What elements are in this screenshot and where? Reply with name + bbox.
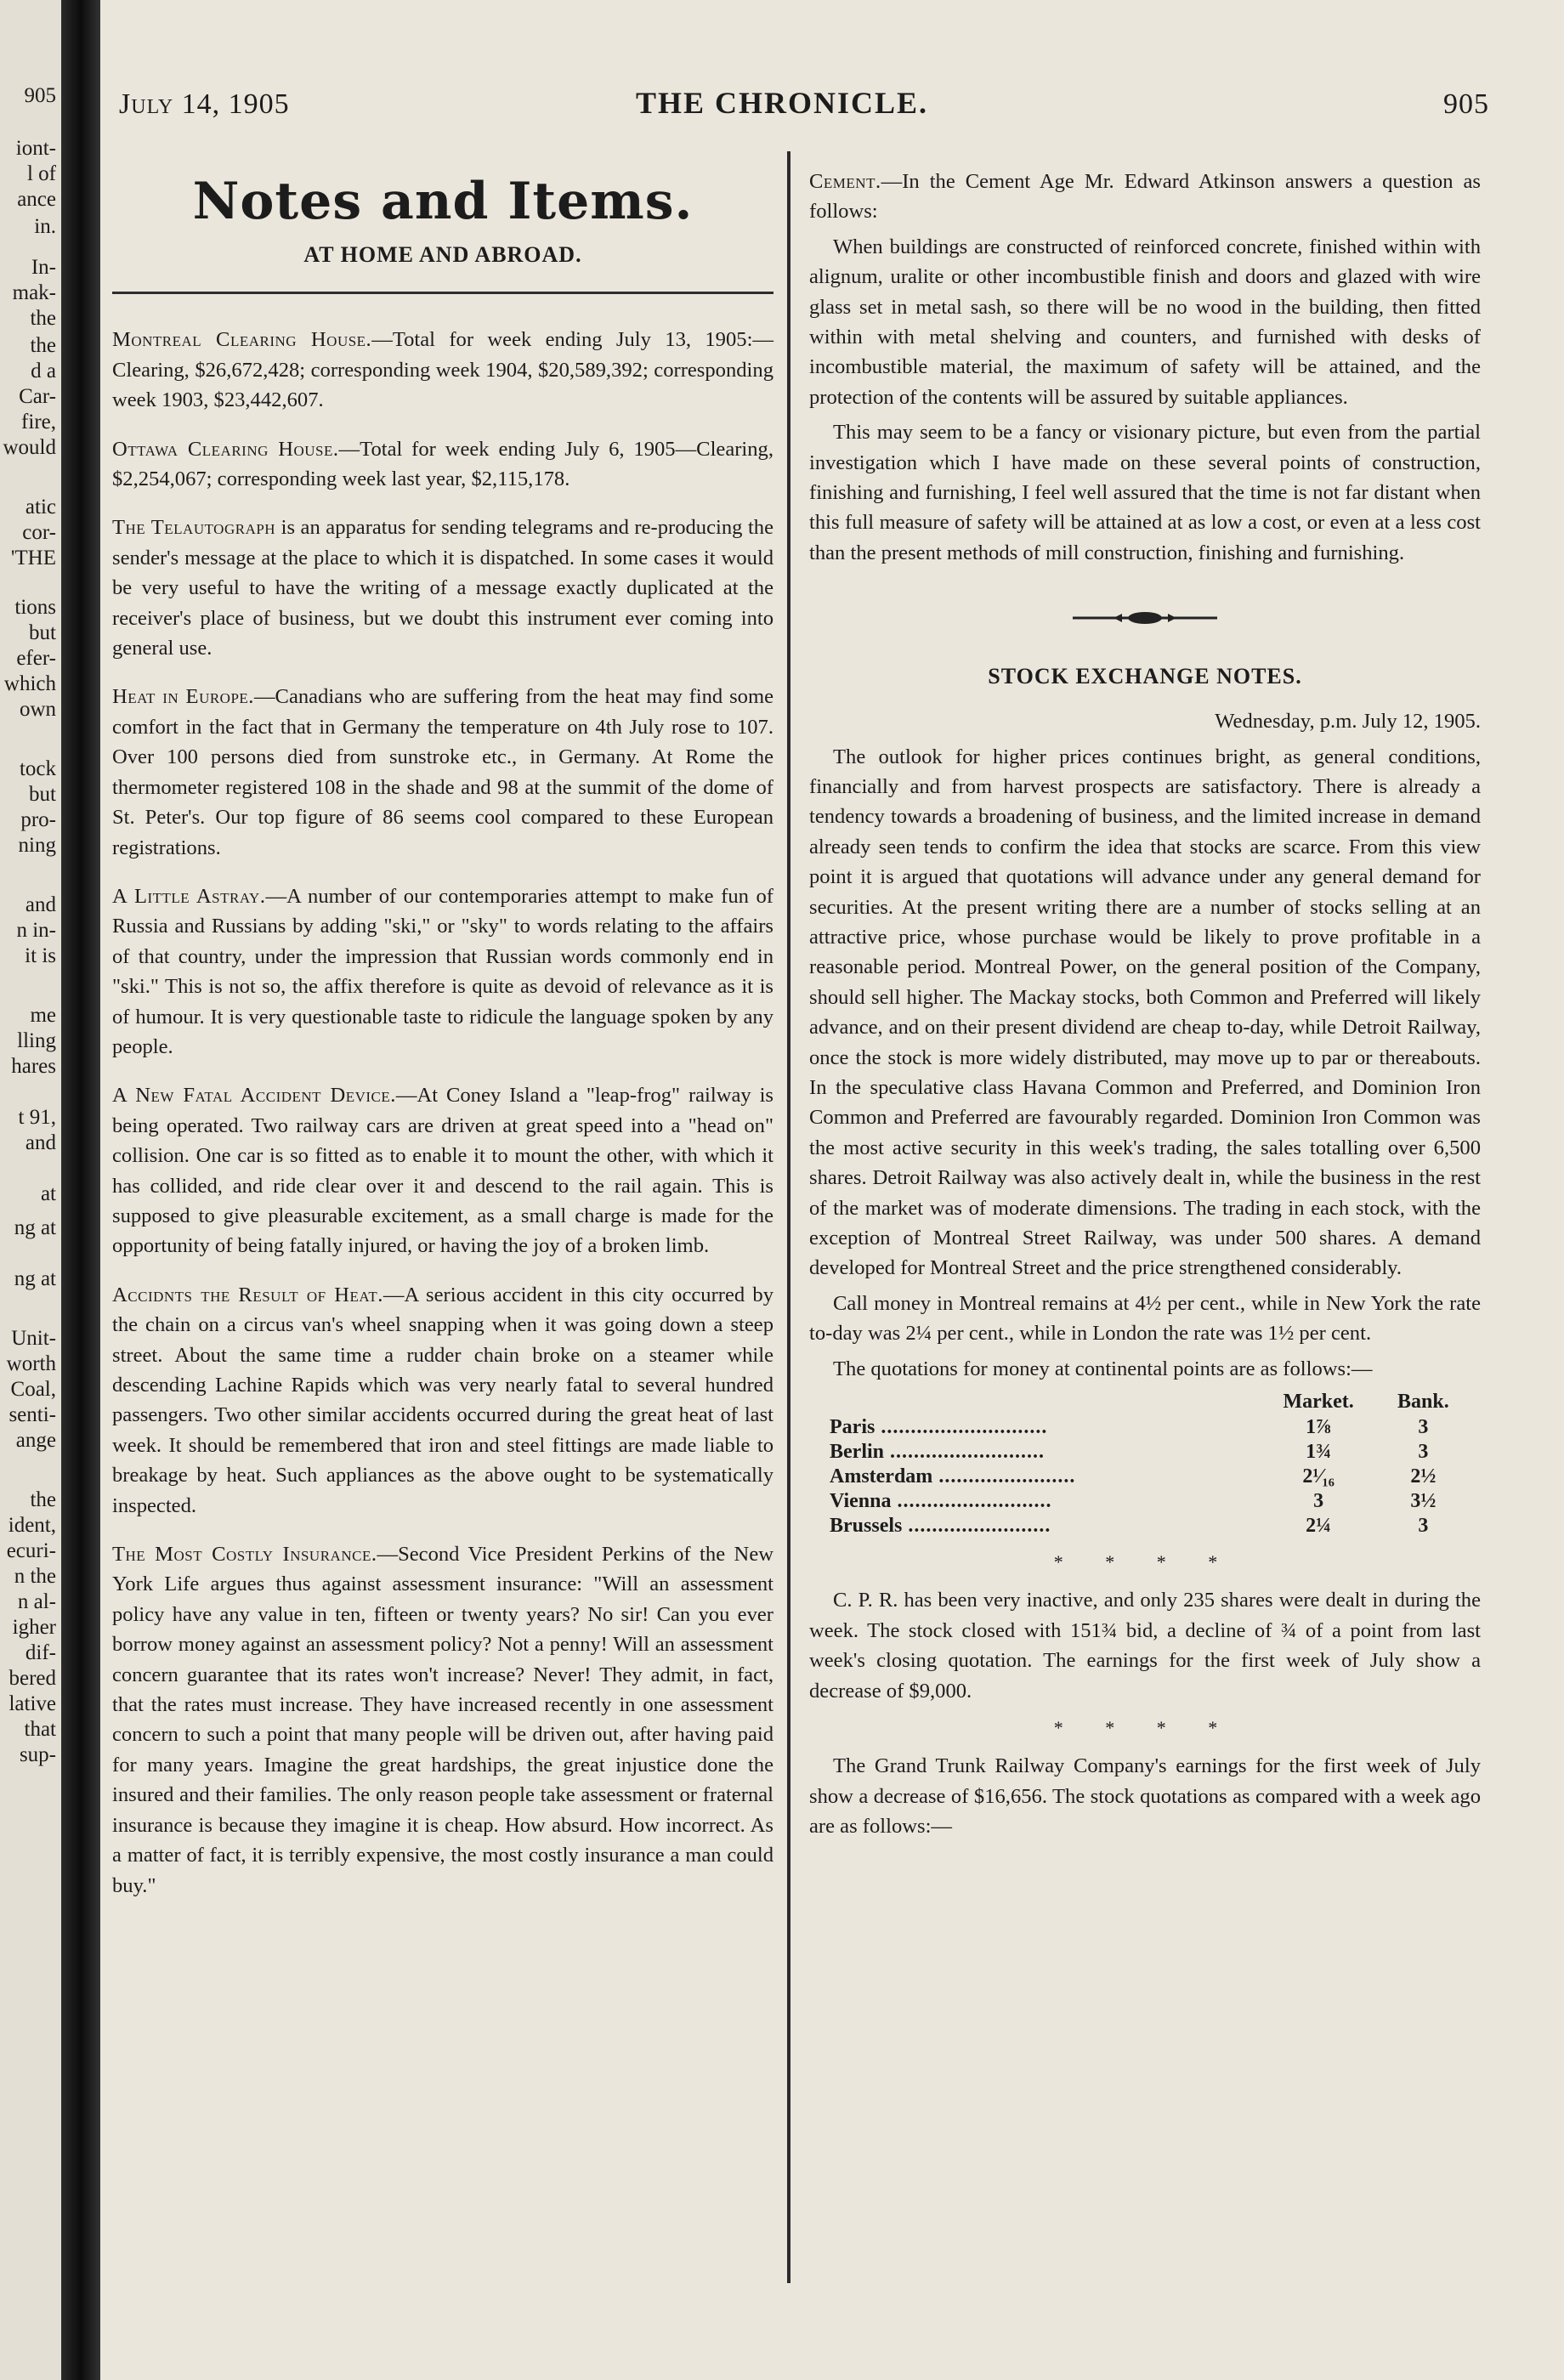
previous-page-text-fragment: would (3, 436, 56, 459)
previous-page-text-fragment: Coal, (10, 1378, 56, 1401)
note-lead: The Most Costly Insurance. (112, 1543, 377, 1567)
book-spine (61, 0, 100, 2380)
note-body: —Canadians who are suffering from the heat may find some comfort in the fact that in Germany the temperature on 4th July rose to 107. Over 100 persons died from sunstroke etc., in Germany. At Rome the thermometer registered 108 in the shade and 98 at the summit of the dome of St. Peter's. Our top figure of 86 seems cool compared to these European registrations. (112, 685, 774, 859)
leader-dots: .......................... (884, 1441, 1045, 1464)
ornament-divider (809, 605, 1481, 635)
previous-page-text-fragment: efer- (16, 647, 56, 670)
note-item (112, 1080, 774, 1261)
note-item (112, 682, 774, 862)
masthead: THE CHRONICLE. (635, 86, 929, 120)
previous-page-text-fragment: bered (8, 1667, 56, 1690)
cement-lead: Cement. (809, 170, 881, 193)
rate-city-name: Brussels (830, 1515, 903, 1538)
money-rates-table (830, 1389, 1476, 1538)
previous-page-text-fragment: ance (17, 188, 56, 211)
previous-page-text-fragment: ident, (8, 1514, 56, 1537)
rate-city-name: Amsterdam (830, 1465, 933, 1488)
column-divider (787, 151, 790, 2283)
rate-market: 3 (1313, 1490, 1324, 1513)
previous-page-text-fragment: the (30, 1488, 56, 1511)
previous-page-text-fragment: n al- (17, 1590, 56, 1613)
note-body: —Total for week ending July 13, 1905:—Clearing, $26,672,428; corresponding week 1904, $20,589,392; corresponding week 1903, $23,442,607. (112, 328, 774, 412)
note-body: —Second Vice President Perkins of the New York Life argues thus against assessment insurance: "Will an assessment policy have any value in ten, fifteen or twenty years? No sir! Can you ever borrow money against an assessment policy? Not a penny! Will an assessment concern guarantee that its rates won't increase? Never! They admit, in fact, that the rates must increase. They have increased recently in one assessment concern to such a point that many people will be driven out, after having paid for many years. Imagine the great hardships, the great injustice done the insured and their families. The only reason people take assessment or fraternal insurance is because they imagine it is cheap. How absurd. How incorrect. As a matter of fact, it is terribly expensive, the most costly insurance a man could buy." (112, 1543, 774, 1897)
previous-page-text-fragment: t 91, (18, 1106, 56, 1129)
previous-page-text-fragment: l of (26, 162, 56, 185)
previous-page-text-fragment: which (3, 672, 56, 695)
previous-page-text-fragment: Unit- (11, 1327, 56, 1350)
leader-dots: ............................ (875, 1416, 1048, 1439)
note-body: —A number of our contemporaries attempt to make fun of Russia and Russians by adding "ski," or "sky" to words relating to the affairs of that country, under the impression that Russian words commonly end in "ski." This is not so, the affix therefore is quite as devoid of relevance as it is of humour. It is very questionable taste to ridicule the language spoken by any people. (112, 884, 774, 1058)
previous-page-text-fragment: lling (17, 1029, 56, 1052)
rate-bank: 2½ (1410, 1465, 1436, 1488)
previous-page-text-fragment: ng at (14, 1216, 56, 1239)
right-column (809, 167, 1481, 1847)
page-number: 905 (1443, 88, 1489, 120)
previous-page-text-fragment: In- (31, 256, 56, 279)
note-item (112, 434, 774, 495)
stock-dateline: Wednesday, p.m. July 12, 1905. (1215, 710, 1481, 734)
stock-paragraph-2: Call money in Montreal remains at 4½ per cent., while in New York the rate to-day was 2¼ per cent., while in London the rate was 1½ per cent. (809, 1291, 1481, 1346)
previous-page-text-fragment: me (30, 1004, 56, 1027)
note-item (112, 325, 774, 415)
rate-bank: 3 (1418, 1416, 1429, 1439)
previous-page-text-fragment: ning (18, 834, 56, 857)
rate-city (830, 1440, 1266, 1465)
stock-exchange-title: STOCK EXCHANGE NOTES. (988, 663, 1302, 688)
rate-row (830, 1465, 1476, 1489)
issue-date: July 14, 1905 (119, 88, 290, 120)
rate-row (830, 1415, 1476, 1440)
note-body: —Total for week ending July 6, 1905—Clearing, $2,254,067; corresponding week last year, $2,115,178. (112, 437, 774, 491)
previous-page-text-fragment: 905 (24, 84, 56, 107)
rate-bank: 3½ (1410, 1490, 1436, 1513)
cement-paragraph-2: This may seem to be a fancy or visionary picture, but even from the partial investigation which I have made on these several points of construction, finishing and furnishing, I feel well assured that the time is not far distant when this full measure of safety will be attained at as low a cost, or even at a less cost than the present methods of mill construction, finishing and furnishing. (809, 421, 1481, 564)
previous-page-text-fragment: fire, (21, 411, 56, 434)
rate-market: 1¾ (1306, 1441, 1332, 1464)
note-lead: Montreal Clearing House. (112, 328, 372, 352)
previous-page-text-fragment: sup- (19, 1743, 56, 1766)
previous-page-text-fragment: 'THE (10, 547, 56, 570)
previous-page-text-fragment: igher (12, 1616, 56, 1639)
previous-page-text-fragment: that (24, 1718, 56, 1741)
previous-page-text-fragment: worth (6, 1352, 56, 1375)
leader-dots: .......................... (891, 1490, 1052, 1513)
previous-page-text-fragment: senti- (8, 1403, 56, 1426)
previous-page-text-fragment: but (29, 783, 56, 806)
previous-page-text-fragment: iont- (15, 137, 56, 160)
cpr-paragraph: C. P. R. has been very inactive, and only 235 shares were dealt in during the week. The stock closed with 151¾ bid, a decline of ¾ of a point from last week's closing quotation. The earnings for the first week of July show a decrease of $9,000. (809, 1589, 1481, 1703)
cement-intro-paragraph: Cement.—In the Cement Age Mr. Edward Atkinson answers a question as follows: (809, 170, 1481, 224)
previous-page-text-fragment: ng at (14, 1267, 56, 1290)
cement-paragraph-1: When buildings are constructed of reinforced concrete, finished within with alignum, uralite or other incombustible finish and doors and glazed with wire glass set in metal sash, so there will be no wood in the building, then fitted within with metal shelving and counters, and furnished with desks of incombustible material, the maximum of safety will be attained, and the protection of the contents will be assured by suitable appliances. (809, 235, 1481, 409)
previous-page-text-fragment: ange (15, 1429, 56, 1452)
previous-page-text-fragment: at (40, 1182, 56, 1205)
note-lead: A New Fatal Accident Device. (112, 1084, 396, 1108)
previous-page-text-fragment: atic (25, 496, 56, 518)
previous-page-edge (0, 0, 61, 2380)
leader-dots: ....................... (932, 1465, 1076, 1488)
previous-page-text-fragment: ecuri- (6, 1539, 56, 1562)
rate-city (830, 1489, 1266, 1514)
previous-page-text-fragment: pro- (20, 808, 56, 831)
previous-page-text-fragment: and (25, 1131, 56, 1154)
ornament-divider-icon (1073, 609, 1217, 626)
market-column-header: Market. (1283, 1391, 1354, 1414)
previous-page-text-fragment: lative (8, 1692, 56, 1715)
previous-page-text-fragment: mak- (12, 281, 56, 304)
notes-list (112, 325, 774, 1901)
previous-page-text-fragment: d a (31, 360, 56, 382)
note-item (112, 881, 774, 1062)
rate-row (830, 1489, 1476, 1514)
rate-row (830, 1440, 1476, 1465)
previous-page-text-fragment: tock (19, 757, 56, 780)
rate-city (830, 1415, 1266, 1440)
note-lead: Ottawa Clearing House. (112, 437, 339, 461)
section-stars: * * * * (1053, 1551, 1237, 1573)
leader-dots: ........................ (902, 1515, 1051, 1538)
rate-market: 2¼ (1306, 1515, 1332, 1538)
note-item (112, 1280, 774, 1521)
rate-bank: 3 (1418, 1441, 1429, 1464)
section-heading: Notes and Items. (192, 172, 694, 231)
previous-page-text-fragment: n the (14, 1565, 56, 1588)
previous-page-text-fragment: tions (14, 596, 56, 619)
left-column (112, 160, 774, 1919)
bank-column-header: Bank. (1397, 1391, 1449, 1414)
rate-market: 2¹⁄₁₆ (1302, 1465, 1334, 1488)
previous-page-text-fragment: own (19, 698, 56, 721)
rate-bank: 3 (1418, 1515, 1429, 1538)
note-lead: Accidnts the Result of Heat. (112, 1283, 383, 1306)
rate-city-name: Vienna (830, 1490, 892, 1513)
rate-city-name: Berlin (830, 1441, 884, 1464)
note-lead: The Telautograph (112, 516, 276, 540)
previous-page-text-fragment: but (29, 621, 56, 644)
previous-page-text-fragment: n in- (16, 919, 56, 942)
previous-page-text-fragment: dif- (25, 1641, 56, 1664)
previous-page-text-fragment: the (30, 307, 56, 330)
note-body: is an apparatus for sending telegrams and re-producing the sender's message at the place to which it is dispatched. In some cases it would be very useful to have the writing of a message exactly duplicated at the receiver's place of business, but we doubt this instrument ever coming into general use. (112, 516, 774, 660)
rate-city (830, 1514, 1266, 1538)
grand-trunk-paragraph: The Grand Trunk Railway Company's earnings for the first week of July show a decrease of $16,656. The stock quotations as compared with a week ago are as follows:— (809, 1754, 1481, 1839)
stock-paragraph-3: The quotations for money at continental points are as follows:— (833, 1357, 1373, 1380)
rate-market: 1⅞ (1306, 1416, 1332, 1439)
note-body: —A serious accident in this city occurred by the chain on a circus van's wheel snapping when it was going down a steep street. About the same time a rudder chain broke on a steamer while descending Lachine Rapids which was very nearly fatal to several hundred passengers. Two other similar accidents occurred during the great heat of last week. It should be remembered that iron and steel fittings are made liable to breakage by heat. Such appliances as the above ought to be systematically inspected. (112, 1283, 774, 1517)
note-item (112, 1539, 774, 1901)
note-item (112, 513, 774, 663)
previous-page-text-fragment: cor- (22, 521, 56, 544)
note-body: —At Coney Island a "leap-frog" railway is being operated. Two railway cars are driven at great speed into a "head on" collision. One car is so fitted as to enable it to mount the other, with which it has collided, and ride clear over it and descend to the rail again. This is supposed to give pleasurable excitement, as a small charge is made for the opportunity of being fatally injured, or having the joy of a broken limb. (112, 1084, 774, 1258)
note-lead: Heat in Europe. (112, 685, 254, 709)
rate-city (830, 1465, 1266, 1489)
rate-row (830, 1514, 1476, 1538)
previous-page-text-fragment: in. (34, 215, 56, 238)
note-lead: A Little Astray. (112, 884, 266, 908)
previous-page-text-fragment: it is (25, 944, 56, 967)
previous-page-text-fragment: hares (11, 1055, 56, 1078)
section-stars: * * * * (1053, 1717, 1237, 1739)
heading-rule (112, 292, 774, 294)
previous-page-text-fragment: Car- (19, 385, 56, 408)
stock-paragraph-1: The outlook for higher prices continues bright, as general conditions, financially and from harvest prospects are satisfactory. There is already a tendency towards a broadening of business, and the limited increase in demand already seen tends to confirm the idea that stocks are scarce. From this view point it is argued that quotations will advance under any general demand for securities. At the present writing there are a number of stocks selling at an attractive price, whose purchase would be likely to prove profitable in a reasonable period. Montreal Power, on the general position of the Company, should sell higher. The Mackay stocks, both Common and Preferred will likely advance, and on their present dividend are cheap to-day, while Detroit Railway, once the stock is more widely distributed, may move up to par or thereabouts. In the speculative class Havana Common and Preferred, and Dominion Iron Common and Preferred are favourably regarded. Dominion Iron Common was the most active security in this week's trading, the sales totalling over 6,500 shares. Detroit Railway was also actively dealt in, while the business in the rest of the market was of moderate dimensions. The trading in each stock, with the exception of Montreal Street Railway, was under 500 shares. A demand developed for Montreal Street and the price strengthened considerably. (809, 745, 1481, 1280)
section-subheading: AT HOME AND ABROAD. (303, 242, 582, 267)
previous-page-text-fragment: and (25, 893, 56, 916)
previous-page-text-fragment: the (30, 334, 56, 357)
rate-city-name: Paris (830, 1416, 876, 1439)
